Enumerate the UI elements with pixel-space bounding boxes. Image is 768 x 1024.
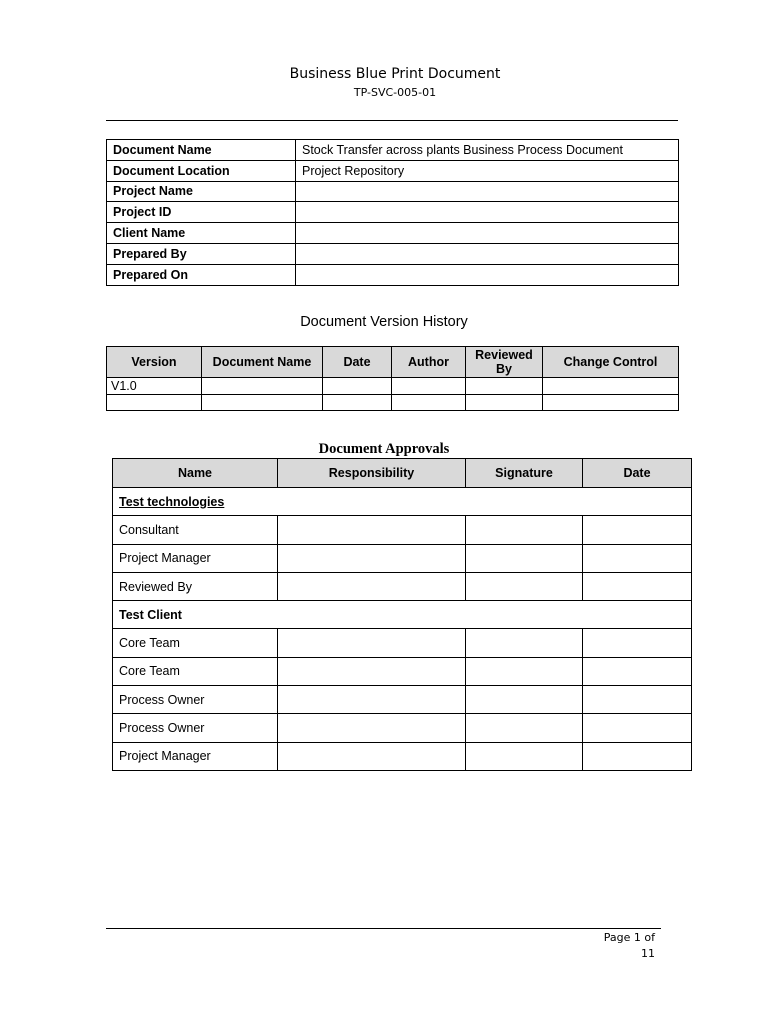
responsibility-cell xyxy=(278,686,466,714)
footer-rule xyxy=(106,928,661,929)
group-row xyxy=(113,488,692,516)
table-cell xyxy=(392,394,466,411)
date-cell xyxy=(583,714,692,742)
group-label xyxy=(113,601,692,629)
info-value xyxy=(296,202,679,223)
approver-name: Process Owner xyxy=(113,714,278,742)
date-cell xyxy=(583,686,692,714)
column-header-version: Version xyxy=(107,347,202,378)
table-cell xyxy=(543,378,679,395)
info-label: Project Name xyxy=(107,181,296,202)
table-row xyxy=(113,544,692,572)
info-value xyxy=(296,264,679,285)
group-label xyxy=(113,488,692,516)
table-cell: V1.0 xyxy=(107,378,202,395)
column-header-document-name: Document Name xyxy=(202,347,323,378)
table-row xyxy=(107,140,679,161)
date-cell xyxy=(583,516,692,544)
approver-name: Reviewed By xyxy=(113,572,278,600)
table-cell xyxy=(543,394,679,411)
table-row xyxy=(113,657,692,685)
approver-name: Consultant xyxy=(113,516,278,544)
table-row xyxy=(107,160,679,181)
info-label: Project ID xyxy=(107,202,296,223)
responsibility-cell xyxy=(278,572,466,600)
info-value xyxy=(296,181,679,202)
table-cell xyxy=(466,394,543,411)
signature-cell xyxy=(466,572,583,600)
table-row xyxy=(107,181,679,202)
table-row xyxy=(107,378,679,395)
date-cell xyxy=(583,544,692,572)
table-row xyxy=(113,516,692,544)
table-header-row xyxy=(113,459,692,488)
table-row xyxy=(107,264,679,285)
page-number xyxy=(604,930,655,962)
document-title: Business Blue Print Document xyxy=(289,66,501,82)
signature-cell xyxy=(466,516,583,544)
document-info-table xyxy=(106,139,679,286)
column-header-name: Name xyxy=(113,459,278,488)
date-cell xyxy=(583,742,692,770)
date-cell xyxy=(583,572,692,600)
table-row xyxy=(113,686,692,714)
info-value: Project Repository xyxy=(296,160,679,181)
group-name: Test Client xyxy=(119,607,182,622)
column-header-signature: Signature xyxy=(466,459,583,488)
group-row xyxy=(113,601,692,629)
header-rule xyxy=(106,120,678,121)
table-row xyxy=(107,223,679,244)
table-row xyxy=(107,394,679,411)
column-header-date: Date xyxy=(323,347,392,378)
info-label: Prepared On xyxy=(107,264,296,285)
column-header-date: Date xyxy=(583,459,692,488)
signature-cell xyxy=(466,657,583,685)
group-name: Test technologies xyxy=(119,494,225,509)
signature-cell xyxy=(466,686,583,714)
version-history-title: Document Version History xyxy=(300,314,468,330)
table-row xyxy=(113,742,692,770)
info-value xyxy=(296,223,679,244)
table-cell xyxy=(466,378,543,395)
column-header-reviewed-by: Reviewed By xyxy=(466,347,543,378)
column-header-change-control: Change Control xyxy=(543,347,679,378)
version-history-table xyxy=(106,346,679,411)
page-number-line: Page 1 of xyxy=(603,931,655,944)
document-code: TP-SVC-005-01 xyxy=(353,86,437,99)
signature-cell xyxy=(466,714,583,742)
date-cell xyxy=(583,657,692,685)
table-cell xyxy=(107,394,202,411)
responsibility-cell xyxy=(278,742,466,770)
table-cell xyxy=(202,394,323,411)
approver-name: Project Manager xyxy=(113,544,278,572)
table-cell xyxy=(202,378,323,395)
approver-name: Project Manager xyxy=(113,742,278,770)
responsibility-cell xyxy=(278,629,466,657)
approver-name: Process Owner xyxy=(113,686,278,714)
page-number-total: 11 xyxy=(641,947,655,960)
table-row xyxy=(113,629,692,657)
table-row xyxy=(113,572,692,600)
table-row xyxy=(107,202,679,223)
table-row xyxy=(113,714,692,742)
responsibility-cell xyxy=(278,516,466,544)
info-label: Document Location xyxy=(107,160,296,181)
info-value: Stock Transfer across plants Business Process Document xyxy=(296,140,679,161)
responsibility-cell xyxy=(278,714,466,742)
table-cell xyxy=(323,394,392,411)
approver-name: Core Team xyxy=(113,657,278,685)
table-cell xyxy=(392,378,466,395)
info-value xyxy=(296,243,679,264)
table-row xyxy=(107,243,679,264)
date-cell xyxy=(583,629,692,657)
info-label: Document Name xyxy=(107,140,296,161)
signature-cell xyxy=(466,742,583,770)
column-header-author: Author xyxy=(392,347,466,378)
signature-cell xyxy=(466,629,583,657)
approvals-table xyxy=(112,458,692,771)
approvals-title: Document Approvals xyxy=(318,441,450,457)
info-label: Prepared By xyxy=(107,243,296,264)
responsibility-cell xyxy=(278,657,466,685)
signature-cell xyxy=(466,544,583,572)
info-label: Client Name xyxy=(107,223,296,244)
table-cell xyxy=(323,378,392,395)
column-header-responsibility: Responsibility xyxy=(278,459,466,488)
approver-name: Core Team xyxy=(113,629,278,657)
table-header-row xyxy=(107,347,679,378)
responsibility-cell xyxy=(278,544,466,572)
